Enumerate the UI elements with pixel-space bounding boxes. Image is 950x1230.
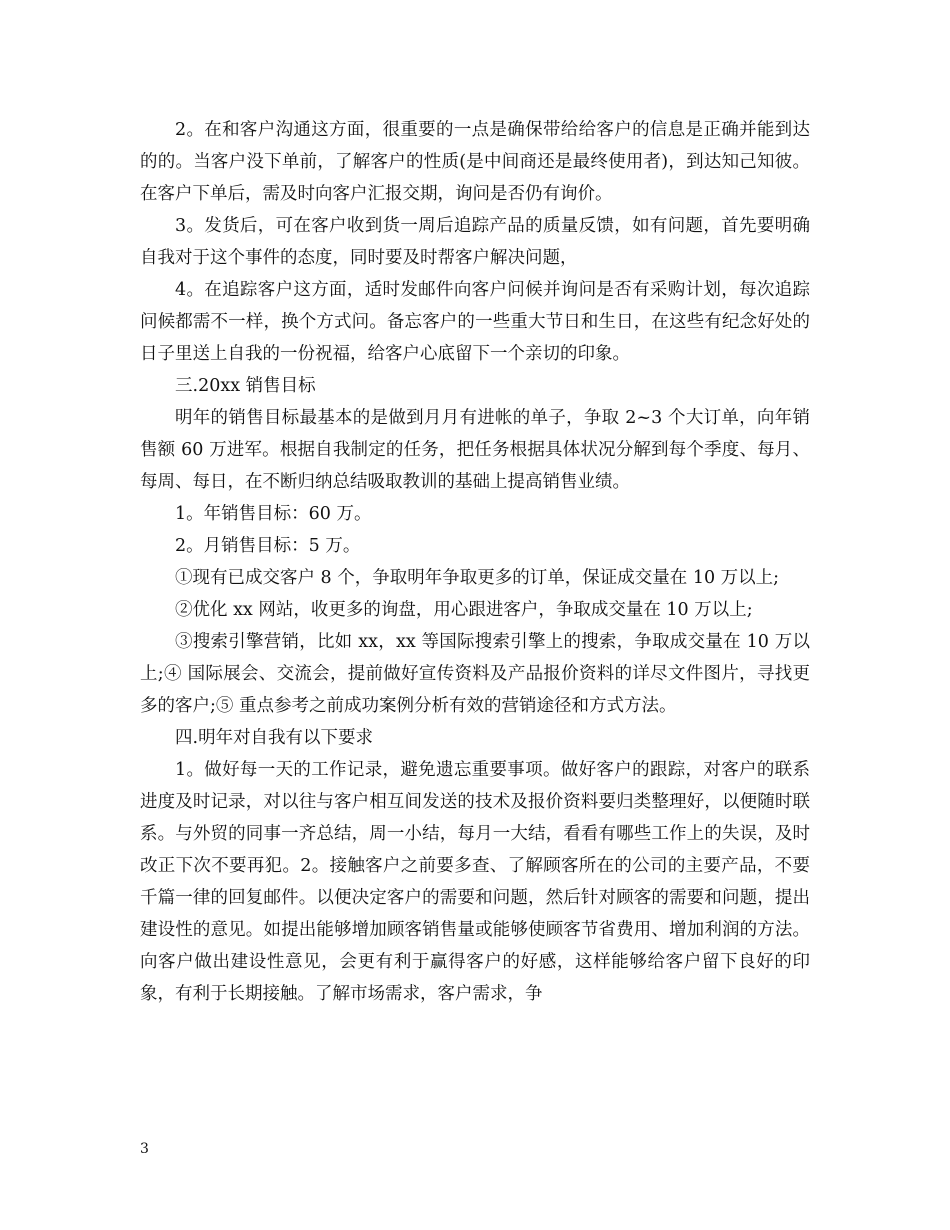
paragraph-item-2: 2。在和客户沟通这方面，很重要的一点是确保带给给客户的信息是正确并能到达的的。当客户没下单前，了解客户的性质(是中间商还是最终使用者)，到达知己知彼。在客户下单后，需及时向客户汇报交期，询问是否仍有询价。 [140,120,810,204]
paragraph-work-records: 1。做好每一天的工作记录，避免遗忘重要事项。做好客户的跟踪，对客户的联系进度及时记录，对以往与客户相互间发送的技术及报价资料要归类整理好，以便随时联系。与外贸的同事一齐总结，周一小结，每月一大结，看看有哪些工作上的失误，及时改正下次不要再犯。2。接触客户之前要多查、了解顾客所在的公司的主要产品，不要千篇一律的回复邮件。以便决定客户的需要和问题，然后针对顾客的需要和问题，提出建设性的意见。如提出能够增加顾客销售量或能够使顾客节省费用、增加利润的方法。向客户做出建设性意见，会更有利于赢得客户的好感，这样能够给客户留下良好的印象，有利于长期接触。了解市场需求，客户需求，争 [140,760,810,1004]
page-number: 3 [140,1141,149,1157]
paragraph-monthly-target: 2。月销售目标：5 万。 [175,536,361,556]
paragraph-sales-target-intro: 明年的销售目标最基本的是做到月月有进帐的单子，争取 2~3 个大订单，向年销售额 60 万进军。根据自我制定的任务，把任务根据具体状况分解到每个季度、每月、每周、每日，在不断归纳总结吸取教训的基础上提高销售业绩。 [140,408,810,492]
paragraph-website-optimization: ②优化 xx 网站，收更多的询盘，用心跟进客户，争取成交量在 10 万以上; [175,600,753,620]
paragraph-existing-clients: ①现有已成交客户 8 个，争取明年争取更多的订单，保证成交量在 10 万以上; [175,568,780,588]
paragraph-annual-target: 1。年销售目标：60 万。 [175,504,372,524]
paragraph-item-4: 4。在追踪客户这方面，适时发邮件向客户问候并询问是否有采购计划，每次追踪问候都需不一样，换个方式问。备忘客户的一些重大节日和生日，在这些有纪念好处的日子里送上自我的一份祝福，给客户心底留下一个亲切的印象。 [140,280,810,364]
document-body [140,114,810,1010]
section-heading-sales-target: 三.20xx 销售目标 [175,376,316,396]
paragraph-search-marketing: ③搜索引擎营销，比如 xx，xx 等国际搜索引擎上的搜索，争取成交量在 10 万以上;④ 国际展会、交流会，提前做好宣传资料及产品报价资料的详尽文件图片，寻找更多的客户;⑤ 重点参考之前成功案例分析有效的营销途径和方式方法。 [140,632,810,716]
section-heading-self-requirements: 四.明年对自我有以下要求 [175,728,374,748]
paragraph-item-3: 3。发货后，可在客户收到货一周后追踪产品的质量反馈，如有问题，首先要明确自我对于这个事件的态度，同时要及时帮客户解决问题， [140,216,810,268]
